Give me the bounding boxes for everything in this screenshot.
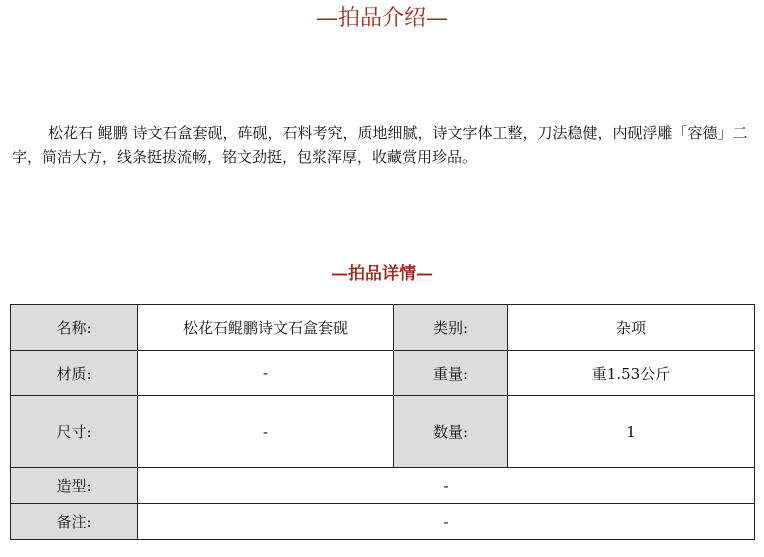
details-table bbox=[10, 304, 755, 540]
remarks-label: 备注: bbox=[11, 504, 138, 540]
name-label: 名称: bbox=[11, 305, 138, 351]
shape-value: - bbox=[138, 468, 755, 504]
material-label: 材质: bbox=[11, 351, 138, 396]
intro-description: 松花石 鲲鹏 诗文石盒套砚，砗砚，石料考究，质地细腻，诗文字体工整，刀法稳健，内砚浮雕「容德」二字，简洁大方，线条挺拔流畅，铭文劲挺，包浆浑厚，收藏赏用珍品。 bbox=[12, 124, 748, 166]
intro-section-title: —拍品介绍— bbox=[315, 6, 448, 31]
remarks-value: - bbox=[138, 504, 755, 540]
quantity-value: 1 bbox=[508, 396, 755, 468]
size-value: - bbox=[138, 396, 394, 468]
material-value: - bbox=[138, 351, 394, 396]
table-row bbox=[11, 351, 755, 396]
size-label: 尺寸: bbox=[11, 396, 138, 468]
category-value: 杂项 bbox=[508, 305, 755, 351]
table-row bbox=[11, 504, 755, 540]
category-label: 类别: bbox=[394, 305, 508, 351]
quantity-label: 数量: bbox=[394, 396, 508, 468]
weight-value: 重1.53公斤 bbox=[508, 351, 755, 396]
details-section-title: —拍品详情— bbox=[331, 264, 433, 284]
table-row bbox=[11, 305, 755, 351]
name-value: 松花石鲲鹏诗文石盒套砚 bbox=[138, 305, 394, 351]
shape-label: 造型: bbox=[11, 468, 138, 504]
table-row bbox=[11, 396, 755, 468]
table-row bbox=[11, 468, 755, 504]
weight-label: 重量: bbox=[394, 351, 508, 396]
